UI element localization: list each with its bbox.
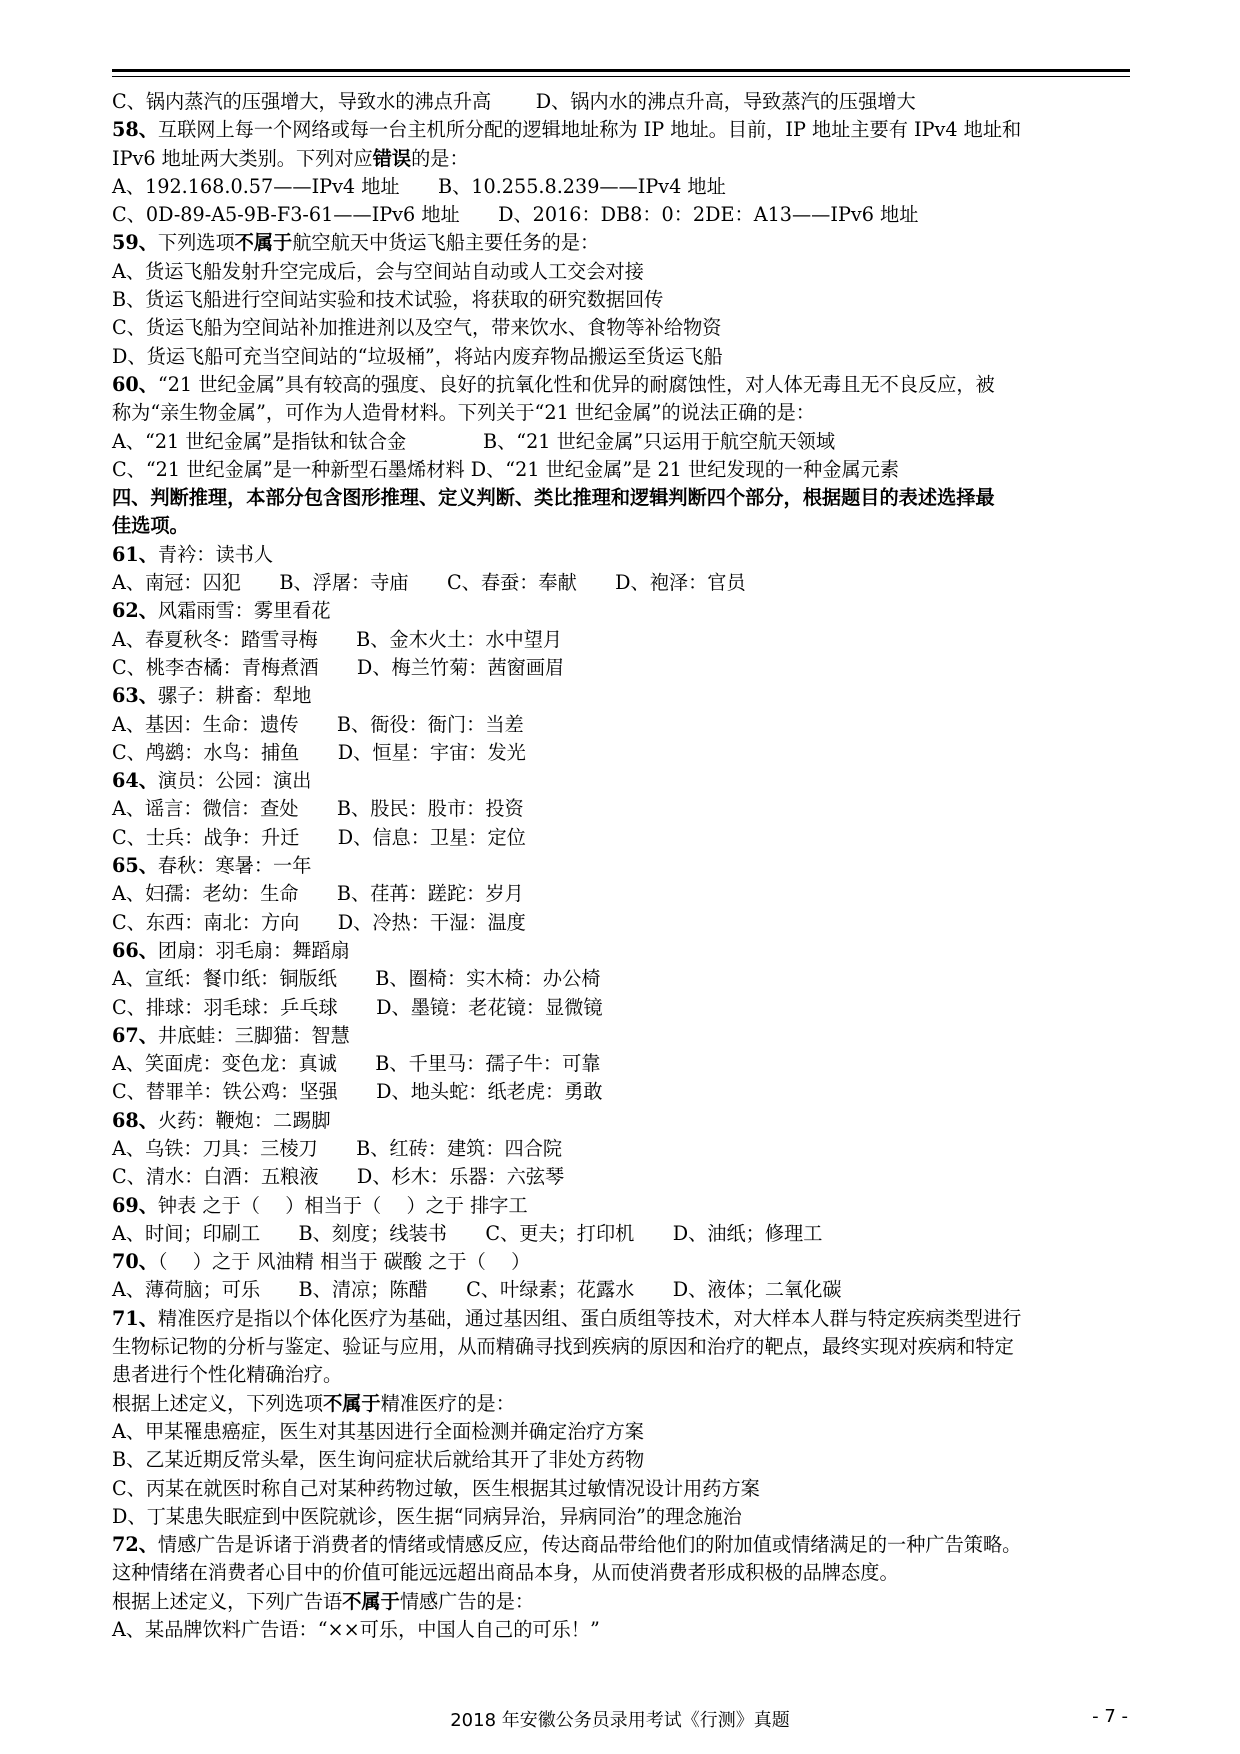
line-text: C、士兵：战争：升迁 D、信息：卫星：定位 [112,825,526,849]
emphasis-text: 错误 [372,146,412,170]
question-stem-line [112,541,1132,569]
text-line [112,145,1132,173]
line-text: C、丙某在就医时称自己对某种药物过敏，医生根据其过敏情况设计用药方案 [112,1476,760,1500]
question-stem-line [112,1248,1132,1276]
text-line [112,1616,1132,1644]
line-text: 根据上述定义，下列广告语 [112,1589,343,1613]
line-text: 精准医疗是指以个体化医疗为基础，通过基因组、蛋白质组等技术，对大样本人群与特定疾病类型进行 [157,1306,1022,1330]
text-line [112,1163,1132,1191]
question-stem-line [112,767,1132,795]
text-line [112,88,1132,116]
line-text: 互联网上每一个网络或每一台主机所分配的逻辑地址称为 IP 地址。目前，IP 地址主要有 IPv4 地址和 [157,118,1022,142]
header-rule-thick [112,69,1130,72]
line-text: 春秋：寒暑：一年 [157,854,312,878]
line-text: A、某品牌饮料广告语：“××可乐，中国人自己的可乐！” [112,1618,600,1642]
line-text: C、锅内蒸汽的压强增大，导致水的沸点升高 D、锅内水的沸点升高，导致蒸汽的压强增大 [112,90,916,113]
question-stem-line [112,1531,1132,1559]
question-number: 67、 [112,1023,158,1047]
question-number: 69、 [112,1193,158,1217]
line-text: A、甲某罹患癌症，医生对其基因进行全面检测并确定治疗方案 [112,1419,644,1443]
line-text-continued: 航空航天中货运飞船主要任务的是： [292,231,600,255]
line-text: 演员：公园：演出 [157,769,312,793]
question-stem-line [112,1107,1132,1135]
question-number: 70、 [112,1250,158,1274]
line-text: A、乌铁：刀具：三棱刀 B、红砖：建筑：四合院 [112,1136,563,1160]
text-line [112,909,1132,937]
text-line [112,314,1132,342]
text-line [112,1475,1132,1503]
emphasis-text: 不属于 [342,1589,400,1613]
line-text-continued: 精准医疗的是： [380,1391,515,1415]
line-text: C、排球：羽毛球：乒乓球 D、墨镜：老花镜：显微镜 [112,995,603,1019]
text-line [112,1220,1132,1248]
line-text: IPv6 地址两大类别。下列对应 [112,146,373,170]
text-line [112,428,1132,456]
line-text: C、清水：白酒：五粮液 D、杉木：乐器：六弦琴 [112,1165,565,1189]
question-stem-line [112,1305,1132,1333]
text-line [112,399,1132,427]
line-text: A、宣纸：餐巾纸：铜版纸 B、圈椅：实木椅：办公椅 [112,967,601,991]
question-number: 62、 [112,599,158,623]
line-text-continued: 的是： [411,146,469,170]
line-text: D、丁某患失眠症到中医院就诊，医生据“同病异治，异病同治”的理念施治 [112,1504,742,1528]
question-number: 66、 [112,938,158,962]
question-number: 72、 [112,1533,158,1557]
question-stem-line [112,1192,1132,1220]
question-stem-line [112,937,1132,965]
question-stem-line [112,1022,1132,1050]
line-text: C、货运飞船为空间站补加推进剂以及空气，带来饮水、食物等补给物资 [112,316,722,340]
section-heading-line [112,484,1132,512]
line-text-continued: 情感广告的是： [399,1589,535,1613]
line-text: C、东西：南北：方向 D、冷热：干湿：温度 [112,910,526,934]
text-line [112,1333,1132,1361]
question-stem-line [112,852,1132,880]
text-line [112,1588,1132,1616]
text-line [112,795,1132,823]
text-line [112,456,1132,484]
line-text: A、薄荷脑；可乐 B、清凉；陈醋 C、叶绿素；花露水 D、液体；二氧化碳 [112,1278,842,1302]
line-text: 称为“亲生物金属”，可作为人造骨材料。下列关于“21 世纪金属”的说法正确的是： [112,401,815,425]
line-text: A、时间；印刷工 B、刻度；线装书 C、更夫；打印机 D、油纸；修理工 [112,1221,823,1245]
section-heading-text: 佳选项。 [112,514,189,538]
question-number: 64、 [112,769,158,793]
line-text: 钟表 之于（ ）相当于（ ）之于 排字工 [157,1193,528,1217]
line-text: 团扇：羽毛扇：舞蹈扇 [157,938,350,962]
question-stem-line [112,229,1132,257]
question-number: 68、 [112,1108,158,1132]
line-text: C、“21 世纪金属”是一种新型石墨烯材料 D、“21 世纪金属”是 21 世纪发现的一种金属元素 [112,457,900,481]
line-text: A、妇孺：老幼：生命 B、荏苒：蹉跎：岁月 [112,882,524,906]
text-line [112,994,1132,1022]
emphasis-text: 不属于 [323,1391,381,1415]
text-line [112,201,1132,229]
emphasis-text: 不属于 [234,231,293,255]
text-line [112,1135,1132,1163]
line-text: 这种情绪在消费者心目中的价值可能远远超出商品本身，从而使消费者形成积极的品牌态度。 [112,1561,899,1585]
line-text: （ ）之于 风油精 相当于 碳酸 之于（ ） [157,1250,531,1274]
question-stem-line [112,682,1132,710]
text-line [112,173,1132,201]
line-text: A、南冠：囚犯 B、浮屠：寺庙 C、春蚕：奉献 D、袍泽：官员 [112,571,746,595]
question-number: 71、 [112,1306,158,1330]
line-text: A、笑面虎：变色龙：真诚 B、千里马：孺子牛：可靠 [112,1052,601,1076]
line-text: 根据上述定义，下列选项 [112,1391,324,1415]
line-text: 患者进行个性化精确治疗。 [112,1363,343,1387]
text-line [112,1050,1132,1078]
line-text: 下列选项 [157,231,235,255]
text-line [112,1418,1132,1446]
section-heading-text: 四、判断推理，本部分包含图形推理、定义判断、类比推理和逻辑判断四个部分，根据题目的表述选择最 [112,486,995,510]
line-text: A、货运飞船发射升空完成后，会与空间站自动或人工交会对接 [112,259,644,283]
header-rule-thin [112,76,1130,77]
text-line [112,654,1132,682]
text-line [112,1276,1132,1304]
page-number: - 7 - [1092,1706,1128,1727]
text-line [112,965,1132,993]
line-text: D、货运飞船可充当空间站的“垃圾桶”，将站内废弃物品搬运至货运飞船 [112,344,723,368]
section-heading-line [112,512,1132,540]
text-line [112,1446,1132,1474]
line-text: “21 世纪金属”具有较高的强度、良好的抗氧化性和优异的耐腐蚀性，对人体无毒且无不良反应，被 [157,372,995,396]
text-line [112,286,1132,314]
text-line [112,824,1132,852]
text-line [112,626,1132,654]
question-stem-line [112,597,1132,625]
line-text: A、谣言：微信：查处 B、股民：股市：投资 [112,797,524,821]
question-number: 61、 [112,542,158,566]
line-text: C、0D-89-A5-9B-F3-61——IPv6 地址 D、2016：DB8：0：2DE：A13——IPv6 地址 [112,203,919,227]
line-text: C、鸬鹚：水鸟：捕鱼 D、恒星：宇宙：发光 [112,740,526,764]
footer-title: 2018 年安徽公务员录用考试《行测》真题 [450,1710,790,1731]
question-number: 58、 [112,118,158,142]
text-line [112,343,1132,371]
text-line [112,711,1132,739]
line-text: 火药：鞭炮：二踢脚 [157,1108,331,1132]
question-number: 59、 [112,231,158,255]
text-line [112,1078,1132,1106]
document-body [112,88,1132,1644]
text-line [112,1390,1132,1418]
text-line [112,258,1132,286]
text-line [112,880,1132,908]
line-text: 生物标记物的分析与鉴定、验证与应用，从而精确寻找到疾病的原因和治疗的靶点，最终实现对疾病和特定 [112,1335,1014,1359]
line-text: 井底蛙：三脚猫：智慧 [157,1023,350,1047]
text-line [112,1559,1132,1587]
text-line [112,569,1132,597]
line-text: A、春夏秋冬：踏雪寻梅 B、金木火土：水中望月 [112,627,563,651]
line-text: 骡子：耕畜：犁地 [157,684,312,708]
line-text: B、乙某近期反常头晕，医生询问症状后就给其开了非处方药物 [112,1448,645,1472]
line-text: 风霜雨雪：雾里看花 [157,599,331,623]
question-stem-line [112,116,1132,144]
line-text: C、替罪羊：铁公鸡：坚强 D、地头蛇：纸老虎：勇敢 [112,1080,603,1104]
line-text: B、货运飞船进行空间站实验和技术试验，将获取的研究数据回传 [112,288,664,312]
line-text: A、192.168.0.57——IPv4 地址 B、10.255.8.239——IPv4 地址 [112,174,726,198]
question-stem-line [112,371,1132,399]
question-number: 63、 [112,684,158,708]
question-number: 65、 [112,854,158,878]
line-text: 情感广告是诉诸于消费者的情绪或情感反应，传达商品带给他们的附加值或情绪满足的一种广告策略。 [157,1533,1022,1557]
text-line [112,1361,1132,1389]
line-text: A、“21 世纪金属”是指钛和钛合金 B、“21 世纪金属”只运用于航空航天领域 [112,429,836,453]
text-line [112,1503,1132,1531]
line-text: 青衿：读书人 [157,542,274,566]
line-text: A、基因：生命：遗传 B、衙役：衙门：当差 [112,712,524,736]
text-line [112,739,1132,767]
question-number: 60、 [112,372,158,396]
line-text: C、桃李杏橘：青梅煮酒 D、梅兰竹菊：茜窗画眉 [112,655,565,679]
